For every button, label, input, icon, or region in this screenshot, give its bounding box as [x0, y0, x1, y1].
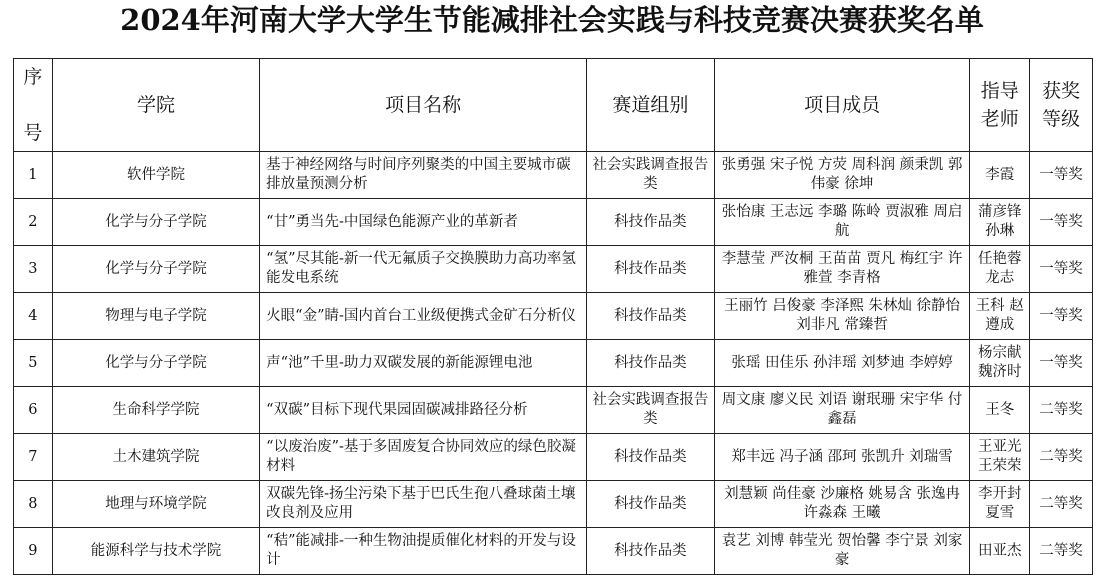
cell-award: 二等奖: [1030, 481, 1093, 528]
page-title: 2024年河南大学大学生节能减排社会实践与科技竞赛决赛获奖名单: [120, 3, 984, 37]
cell-college: 化学与分子学院: [52, 340, 259, 387]
cell-members: 张瑶 田佳乐 孙沣瑶 刘梦迪 李婷婷: [714, 340, 970, 387]
header-college: 学院: [52, 59, 259, 152]
table-row: [14, 387, 1093, 434]
cell-track: 社会实践调查报告类: [586, 152, 714, 199]
cell-members: 袁艺 刘博 韩莹光 贺怡馨 李宁景 刘家豪: [714, 528, 970, 575]
cell-award: 二等奖: [1030, 528, 1093, 575]
cell-project: “双碳”目标下现代果园固碳减排路径分析: [260, 387, 587, 434]
cell-no: 7: [14, 434, 53, 481]
cell-track: 科技作品类: [586, 199, 714, 246]
cell-track: 科技作品类: [586, 434, 714, 481]
cell-track: 科技作品类: [586, 340, 714, 387]
cell-award: 二等奖: [1030, 387, 1093, 434]
cell-no: 2: [14, 199, 53, 246]
cell-members: 周文康 廖义民 刘语 谢珉珊 宋宇华 付鑫磊: [714, 387, 970, 434]
cell-award: 一等奖: [1030, 293, 1093, 340]
cell-project: “甘”勇当先-中国绿色能源产业的革新者: [260, 199, 587, 246]
cell-track: 社会实践调查报告类: [586, 387, 714, 434]
cell-no: 5: [14, 340, 53, 387]
header-index: 序 号: [14, 59, 53, 152]
cell-advisor: 杨宗献 魏济时: [970, 340, 1030, 387]
cell-college: 化学与分子学院: [52, 199, 259, 246]
header-members: 项目成员: [714, 59, 970, 152]
table-row: [14, 340, 1093, 387]
header-award: 获奖 等级: [1030, 59, 1093, 152]
cell-no: 1: [14, 152, 53, 199]
cell-no: 8: [14, 481, 53, 528]
cell-track: 科技作品类: [586, 481, 714, 528]
cell-college: 能源科学与技术学院: [52, 528, 259, 575]
cell-members: 张勇强 宋子悦 方荧 周科润 颜秉凯 郭伟豪 徐坤: [714, 152, 970, 199]
cell-award: 一等奖: [1030, 152, 1093, 199]
cell-award: 二等奖: [1030, 434, 1093, 481]
cell-advisor: 蒲彦锋 孙琳: [970, 199, 1030, 246]
cell-no: 4: [14, 293, 53, 340]
header-row: [14, 59, 1093, 152]
cell-college: 物理与电子学院: [52, 293, 259, 340]
cell-members: 李慧莹 严汝桐 王苗苗 贾凡 梅红宇 许雅萱 李青格: [714, 246, 970, 293]
cell-project: “以废治废”-基于多固废复合协同效应的绿色胶凝材料: [260, 434, 587, 481]
cell-no: 6: [14, 387, 53, 434]
cell-advisor: 任艳蓉 龙志: [970, 246, 1030, 293]
table-row: [14, 199, 1093, 246]
header-track: 赛道组别: [586, 59, 714, 152]
table-row: [14, 246, 1093, 293]
cell-project: “氢”尽其能-新一代无氟质子交换膜助力高功率氢能发电系统: [260, 246, 587, 293]
cell-project: “秸”能减排-一种生物油提质催化材料的开发与设计: [260, 528, 587, 575]
table-row: [14, 152, 1093, 199]
cell-advisor: 王科 赵遵成: [970, 293, 1030, 340]
cell-project: 火眼“金”睛-国内首台工业级便携式金矿石分析仪: [260, 293, 587, 340]
cell-college: 生命科学学院: [52, 387, 259, 434]
table-row: [14, 481, 1093, 528]
cell-advisor: 李霞: [970, 152, 1030, 199]
cell-members: 刘慧颖 尚佳豪 沙廉格 姚易含 张逸冉 许淼森 王曦: [714, 481, 970, 528]
cell-college: 软件学院: [52, 152, 259, 199]
cell-advisor: 王冬: [970, 387, 1030, 434]
table-row: [14, 293, 1093, 340]
cell-college: 化学与分子学院: [52, 246, 259, 293]
cell-college: 土木建筑学院: [52, 434, 259, 481]
cell-award: 一等奖: [1030, 246, 1093, 293]
cell-no: 3: [14, 246, 53, 293]
header-project: 项目名称: [260, 59, 587, 152]
cell-track: 科技作品类: [586, 246, 714, 293]
table-row: [14, 434, 1093, 481]
cell-track: 科技作品类: [586, 528, 714, 575]
cell-track: 科技作品类: [586, 293, 714, 340]
cell-no: 9: [14, 528, 53, 575]
cell-award: 一等奖: [1030, 340, 1093, 387]
cell-award: 一等奖: [1030, 199, 1093, 246]
cell-college: 地理与环境学院: [52, 481, 259, 528]
award-table: [13, 58, 1093, 575]
header-advisor: 指导 老师: [970, 59, 1030, 152]
cell-advisor: 王亚光 王荣荣: [970, 434, 1030, 481]
cell-project: 基于神经网络与时间序列聚类的中国主要城市碳排放量预测分析: [260, 152, 587, 199]
table-row: [14, 528, 1093, 575]
cell-members: 张怡康 王志远 李璐 陈岭 贾淑雅 周启航: [714, 199, 970, 246]
cell-advisor: 田亚杰: [970, 528, 1030, 575]
cell-advisor: 李开封 夏雪: [970, 481, 1030, 528]
cell-project: 双碳先锋-扬尘污染下基于巴氏生孢八叠球菌土壤改良剂及应用: [260, 481, 587, 528]
cell-members: 王丽竹 吕俊豪 李泽熙 朱林灿 徐静怡 刘非凡 常臻哲: [714, 293, 970, 340]
cell-members: 郑丰远 冯子涵 邵珂 张凯升 刘瑞雪: [714, 434, 970, 481]
cell-project: 声“池”千里-助力双碳发展的新能源锂电池: [260, 340, 587, 387]
